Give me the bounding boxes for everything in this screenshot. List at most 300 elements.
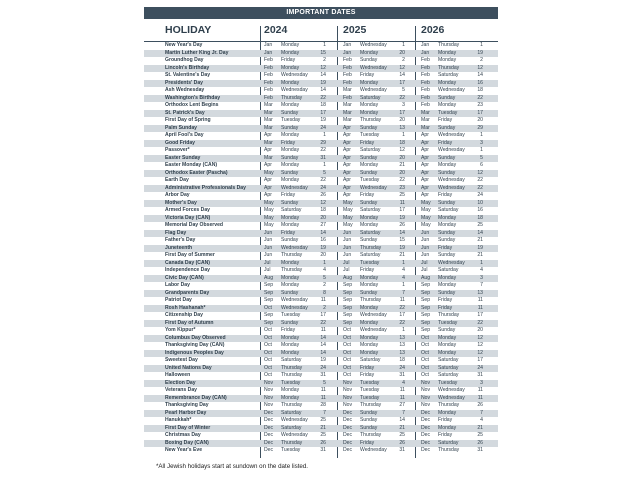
- holiday-name: Independence Day: [165, 267, 211, 273]
- weekday-cell: Wednesday: [438, 394, 465, 401]
- month-cell: Jul: [343, 259, 350, 266]
- weekday-cell: Monday: [281, 259, 300, 266]
- month-cell: Oct: [343, 364, 351, 371]
- day-cell: 16: [477, 207, 483, 213]
- weekday-cell: Tuesday: [360, 394, 380, 401]
- month-cell: Jan: [264, 49, 273, 56]
- month-cell: Dec: [421, 432, 431, 438]
- month-cell: Jan: [264, 42, 273, 48]
- month-cell: Apr: [421, 169, 429, 176]
- weekday-cell: Thursday: [438, 402, 460, 408]
- month-cell: Sep: [343, 319, 353, 326]
- month-cell: Apr: [421, 184, 429, 191]
- weekday-cell: Friday: [438, 297, 453, 303]
- weekday-cell: Thursday: [360, 432, 382, 438]
- month-cell: Apr: [264, 132, 272, 138]
- weekday-cell: Monday: [438, 57, 457, 63]
- table-row: [144, 282, 498, 290]
- holiday-name: New Year's Day: [165, 42, 203, 48]
- table-row: [144, 425, 498, 433]
- table-row: [144, 57, 498, 65]
- month-cell: Dec: [264, 439, 274, 446]
- month-cell: Jun: [343, 244, 352, 251]
- weekday-cell: Tuesday: [438, 379, 458, 386]
- weekday-cell: Thursday: [360, 402, 382, 408]
- day-cell: 12: [477, 349, 483, 356]
- day-cell: 1: [480, 147, 483, 153]
- day-cell: 13: [399, 349, 405, 356]
- weekday-cell: Wednesday: [438, 147, 465, 153]
- month-cell: Feb: [343, 57, 352, 63]
- weekday-cell: Tuesday: [360, 177, 380, 183]
- month-cell: Sep: [421, 327, 431, 333]
- month-cell: Jun: [343, 237, 352, 243]
- table-row: [144, 102, 498, 110]
- weekday-cell: Saturday: [438, 364, 459, 371]
- day-cell: 11: [477, 387, 483, 393]
- day-cell: 12: [399, 64, 405, 71]
- holiday-name: Flag Day: [165, 229, 187, 236]
- month-cell: Mar: [343, 109, 352, 116]
- month-cell: Sep: [421, 297, 431, 303]
- holiday-name: First Day of Autumn: [165, 319, 214, 326]
- day-cell: 7: [402, 289, 405, 296]
- month-cell: Oct: [343, 372, 351, 378]
- day-cell: 4: [480, 267, 483, 273]
- weekday-cell: Monday: [281, 79, 300, 86]
- day-cell: 20: [477, 117, 483, 123]
- day-cell: 17: [399, 312, 405, 318]
- weekday-cell: Sunday: [281, 289, 299, 296]
- table-row: [144, 87, 498, 95]
- holiday-name: St. Valentine's Day: [165, 72, 211, 78]
- table-row: [144, 162, 498, 170]
- weekday-cell: Monday: [438, 424, 457, 431]
- weekday-cell: Saturday: [438, 372, 459, 378]
- weekday-cell: Monday: [438, 282, 457, 288]
- day-cell: 7: [480, 282, 483, 288]
- weekday-cell: Tuesday: [281, 117, 301, 123]
- month-cell: Mar: [421, 117, 430, 123]
- weekday-cell: Saturday: [438, 72, 459, 78]
- day-cell: 1: [402, 327, 405, 333]
- table-row: [144, 395, 498, 403]
- day-cell: 14: [399, 417, 405, 423]
- month-cell: Apr: [264, 184, 272, 191]
- holiday-name: Martin Luther King Jr. Day: [165, 49, 229, 56]
- month-cell: Dec: [421, 439, 431, 446]
- day-cell: 5: [480, 154, 483, 161]
- month-cell: Feb: [343, 64, 352, 71]
- month-cell: Dec: [264, 424, 274, 431]
- month-cell: Nov: [264, 394, 274, 401]
- holiday-name: Victoria Day (CAN): [165, 214, 211, 221]
- day-cell: 8: [323, 289, 326, 296]
- weekday-cell: Wednesday: [281, 87, 308, 93]
- day-cell: 26: [320, 439, 326, 446]
- day-cell: 19: [320, 79, 326, 86]
- month-cell: Feb: [264, 79, 273, 86]
- day-cell: 21: [399, 252, 405, 258]
- weekday-cell: Wednesday: [281, 297, 308, 303]
- day-cell: 13: [399, 124, 405, 131]
- weekday-cell: Sunday: [281, 154, 299, 161]
- month-cell: Mar: [264, 124, 273, 131]
- weekday-cell: Wednesday: [281, 432, 308, 438]
- month-cell: Dec: [343, 409, 353, 416]
- weekday-cell: Friday: [438, 304, 453, 311]
- day-cell: 29: [320, 139, 326, 146]
- month-cell: Oct: [421, 357, 429, 363]
- day-cell: 24: [320, 364, 326, 371]
- month-cell: Mar: [264, 102, 273, 108]
- day-cell: 17: [399, 79, 405, 86]
- month-cell: Dec: [264, 417, 274, 423]
- month-cell: Oct: [343, 327, 351, 333]
- day-cell: 11: [477, 297, 483, 303]
- weekday-cell: Monday: [360, 49, 379, 56]
- month-cell: Nov: [421, 402, 431, 408]
- table-row: [144, 170, 498, 178]
- weekday-cell: Thursday: [281, 402, 303, 408]
- day-cell: 31: [399, 447, 405, 453]
- holiday-name: First Day of Summer: [165, 252, 215, 258]
- month-cell: Dec: [343, 424, 353, 431]
- weekday-cell: Wednesday: [438, 259, 465, 266]
- day-cell: 20: [399, 49, 405, 56]
- footnote: *All Jewish holidays start at sundown on the date listed.: [156, 463, 309, 470]
- month-cell: Nov: [421, 394, 431, 401]
- weekday-cell: Sunday: [360, 199, 378, 206]
- weekday-cell: Sunday: [438, 94, 456, 101]
- weekday-cell: Friday: [360, 364, 375, 371]
- month-cell: Mar: [264, 139, 273, 146]
- day-cell: 1: [480, 259, 483, 266]
- weekday-cell: Saturday: [360, 229, 381, 236]
- holiday-name: Palm Sunday: [165, 124, 197, 131]
- month-cell: Apr: [343, 139, 351, 146]
- month-cell: Sep: [343, 282, 353, 288]
- day-cell: 1: [402, 42, 405, 48]
- month-cell: Feb: [421, 102, 430, 108]
- day-cell: 12: [477, 334, 483, 341]
- day-cell: 22: [399, 177, 405, 183]
- weekday-cell: Thursday: [360, 117, 382, 123]
- day-cell: 11: [320, 387, 326, 393]
- table-row: [144, 402, 498, 410]
- weekday-cell: Monday: [281, 394, 300, 401]
- month-cell: Sep: [421, 282, 431, 288]
- day-cell: 18: [477, 87, 483, 93]
- month-cell: Feb: [421, 94, 430, 101]
- holiday-name: Columbus Day Observed: [165, 334, 226, 341]
- month-cell: Oct: [343, 342, 351, 348]
- month-cell: Nov: [264, 387, 274, 393]
- day-cell: 14: [320, 334, 326, 341]
- day-cell: 4: [402, 274, 405, 281]
- day-cell: 18: [320, 207, 326, 213]
- day-cell: 18: [477, 214, 483, 221]
- day-cell: 25: [320, 417, 326, 423]
- table-row: [144, 380, 498, 388]
- month-cell: Apr: [264, 162, 272, 168]
- day-cell: 21: [320, 424, 326, 431]
- table-row: [144, 290, 498, 298]
- weekday-cell: Sunday: [360, 417, 378, 423]
- month-cell: Aug: [264, 274, 274, 281]
- day-cell: 6: [480, 162, 483, 168]
- weekday-cell: Monday: [360, 304, 379, 311]
- month-cell: Oct: [264, 342, 272, 348]
- weekday-cell: Friday: [281, 139, 296, 146]
- weekday-cell: Friday: [360, 267, 375, 273]
- holiday-name: St. Patrick's Day: [165, 109, 205, 116]
- month-cell: Jan: [421, 42, 430, 48]
- holiday-name: Memorial Day Observed: [165, 222, 224, 228]
- month-cell: Sep: [264, 319, 274, 326]
- month-cell: Jun: [421, 229, 430, 236]
- month-cell: Jan: [421, 49, 430, 56]
- weekday-cell: Monday: [438, 334, 457, 341]
- month-cell: Apr: [343, 154, 351, 161]
- weekday-cell: Monday: [438, 349, 457, 356]
- table-row: [144, 335, 498, 343]
- table-row: [144, 267, 498, 275]
- day-cell: 20: [320, 214, 326, 221]
- weekday-cell: Sunday: [438, 229, 456, 236]
- weekday-cell: Thursday: [438, 447, 460, 453]
- month-cell: Apr: [343, 177, 351, 183]
- weekday-cell: Sunday: [438, 252, 456, 258]
- day-cell: 17: [477, 357, 483, 363]
- month-cell: Oct: [343, 334, 351, 341]
- day-cell: 21: [477, 237, 483, 243]
- holiday-name: Sweetest Day: [165, 357, 198, 363]
- day-cell: 13: [399, 334, 405, 341]
- holiday-table-body: [144, 42, 498, 455]
- weekday-cell: Monday: [438, 49, 457, 56]
- weekday-cell: Tuesday: [281, 312, 301, 318]
- month-cell: Jun: [264, 244, 273, 251]
- weekday-cell: Friday: [281, 192, 296, 198]
- weekday-cell: Sunday: [438, 124, 456, 131]
- weekday-cell: Monday: [281, 274, 300, 281]
- day-cell: 12: [320, 64, 326, 71]
- day-cell: 17: [399, 109, 405, 116]
- month-cell: Dec: [421, 424, 431, 431]
- weekday-cell: Monday: [281, 342, 300, 348]
- weekday-cell: Monday: [281, 42, 300, 48]
- day-cell: 14: [320, 349, 326, 356]
- month-cell: Nov: [421, 379, 431, 386]
- day-cell: 5: [323, 274, 326, 281]
- day-cell: 15: [320, 49, 326, 56]
- month-cell: Dec: [343, 417, 353, 423]
- month-cell: Nov: [421, 387, 431, 393]
- weekday-cell: Tuesday: [438, 319, 458, 326]
- table-row: [144, 357, 498, 365]
- month-cell: Jul: [264, 267, 271, 273]
- month-cell: Oct: [264, 364, 272, 371]
- day-cell: 25: [477, 222, 483, 228]
- holiday-name: Hanukkah*: [165, 417, 192, 423]
- weekday-cell: Monday: [438, 409, 457, 416]
- weekday-cell: Monday: [438, 222, 457, 228]
- weekday-cell: Thursday: [360, 297, 382, 303]
- holiday-column-header: HOLIDAY: [165, 24, 212, 36]
- month-cell: Feb: [343, 72, 352, 78]
- weekday-cell: Saturday: [281, 207, 302, 213]
- month-cell: Sep: [343, 289, 353, 296]
- month-cell: Dec: [264, 409, 274, 416]
- weekday-cell: Friday: [360, 139, 375, 146]
- day-cell: 22: [399, 304, 405, 311]
- weekday-cell: Sunday: [281, 237, 299, 243]
- weekday-cell: Thursday: [438, 42, 460, 48]
- day-cell: 31: [320, 372, 326, 378]
- holiday-name: First Day of Spring: [165, 117, 211, 123]
- table-row: [144, 95, 498, 103]
- holiday-name: Washington's Birthday: [165, 94, 221, 101]
- day-cell: 24: [477, 192, 483, 198]
- month-cell: Nov: [264, 379, 274, 386]
- weekday-cell: Sunday: [438, 199, 456, 206]
- weekday-cell: Tuesday: [281, 447, 301, 453]
- table-row: [144, 117, 498, 125]
- month-cell: Dec: [343, 432, 353, 438]
- weekday-cell: Sunday: [360, 424, 378, 431]
- weekday-cell: Wednesday: [360, 312, 387, 318]
- holiday-name: Mother's Day: [165, 199, 197, 206]
- day-cell: 17: [320, 312, 326, 318]
- weekday-cell: Monday: [360, 79, 379, 86]
- weekday-cell: Saturday: [281, 424, 302, 431]
- day-cell: 22: [399, 94, 405, 101]
- day-cell: 27: [399, 402, 405, 408]
- table-row: [144, 200, 498, 208]
- day-cell: 1: [480, 132, 483, 138]
- table-row: [144, 297, 498, 305]
- year-header-2025: 2025: [343, 24, 367, 36]
- day-cell: 3: [402, 102, 405, 108]
- weekday-cell: Tuesday: [281, 379, 301, 386]
- holiday-name: Passover*: [165, 147, 190, 153]
- table-row: [144, 342, 498, 350]
- weekday-cell: Wednesday: [438, 177, 465, 183]
- weekday-cell: Wednesday: [438, 132, 465, 138]
- month-cell: Oct: [421, 372, 429, 378]
- weekday-cell: Wednesday: [360, 447, 387, 453]
- table-row: [144, 237, 498, 245]
- table-row: [144, 177, 498, 185]
- weekday-cell: Monday: [281, 49, 300, 56]
- table-row: [144, 125, 498, 133]
- month-cell: May: [421, 214, 431, 221]
- month-cell: Apr: [343, 169, 351, 176]
- holiday-name: Civic Day (CAN): [165, 274, 204, 281]
- month-cell: Mar: [264, 109, 273, 116]
- day-cell: 13: [477, 289, 483, 296]
- day-cell: 2: [323, 304, 326, 311]
- weekday-cell: Sunday: [360, 154, 378, 161]
- holiday-name: Citizenship Day: [165, 312, 203, 318]
- table-row: [144, 320, 498, 328]
- weekday-cell: Sunday: [438, 154, 456, 161]
- day-cell: 25: [399, 192, 405, 198]
- month-cell: Mar: [264, 117, 273, 123]
- weekday-cell: Thursday: [281, 439, 303, 446]
- month-cell: Sep: [264, 282, 274, 288]
- month-cell: May: [421, 199, 431, 206]
- weekday-cell: Saturday: [438, 207, 459, 213]
- month-cell: Mar: [343, 117, 352, 123]
- month-cell: Apr: [421, 192, 429, 198]
- day-cell: 25: [320, 432, 326, 438]
- weekday-cell: Wednesday: [360, 64, 387, 71]
- weekday-cell: Thursday: [281, 267, 303, 273]
- month-cell: Jun: [264, 237, 273, 243]
- weekday-cell: Thursday: [281, 372, 303, 378]
- day-cell: 22: [320, 147, 326, 153]
- day-cell: 24: [477, 364, 483, 371]
- holiday-name: Boxing Day (CAN): [165, 439, 209, 446]
- weekday-cell: Tuesday: [360, 259, 380, 266]
- month-cell: May: [264, 222, 274, 228]
- holiday-name: Earth Day: [165, 177, 189, 183]
- holiday-name: Administrative Professionals Day: [165, 184, 246, 191]
- weekday-cell: Monday: [281, 162, 300, 168]
- day-cell: 2: [480, 57, 483, 63]
- day-cell: 1: [480, 42, 483, 48]
- day-cell: 28: [320, 402, 326, 408]
- day-cell: 4: [480, 417, 483, 423]
- weekday-cell: Saturday: [438, 439, 459, 446]
- day-cell: 10: [477, 199, 483, 206]
- holiday-name: Easter Sunday: [165, 154, 201, 161]
- weekday-cell: Monday: [360, 109, 379, 116]
- month-cell: Apr: [343, 162, 351, 168]
- holiday-name: Halloween: [165, 372, 191, 378]
- table-row: [144, 185, 498, 193]
- month-cell: Sep: [264, 297, 274, 303]
- weekday-cell: Monday: [438, 214, 457, 221]
- month-cell: Apr: [421, 162, 429, 168]
- holiday-name: Armed Forces Day: [165, 207, 211, 213]
- month-cell: Jun: [421, 237, 430, 243]
- month-cell: Feb: [421, 57, 430, 63]
- day-cell: 26: [399, 222, 405, 228]
- day-cell: 1: [402, 259, 405, 266]
- table-row: [144, 192, 498, 200]
- day-cell: 16: [320, 237, 326, 243]
- table-row: [144, 80, 498, 88]
- day-cell: 24: [320, 184, 326, 191]
- holiday-name: Election Day: [165, 379, 196, 386]
- month-cell: Feb: [264, 87, 273, 93]
- weekday-cell: Wednesday: [438, 387, 465, 393]
- day-cell: 17: [477, 109, 483, 116]
- day-cell: 20: [399, 117, 405, 123]
- table-row: [144, 65, 498, 73]
- day-cell: 7: [480, 409, 483, 416]
- day-cell: 24: [320, 124, 326, 131]
- weekday-cell: Sunday: [360, 289, 378, 296]
- day-cell: 22: [320, 319, 326, 326]
- table-row: [144, 132, 498, 140]
- day-cell: 13: [399, 342, 405, 348]
- day-cell: 11: [320, 297, 326, 303]
- day-cell: 17: [399, 207, 405, 213]
